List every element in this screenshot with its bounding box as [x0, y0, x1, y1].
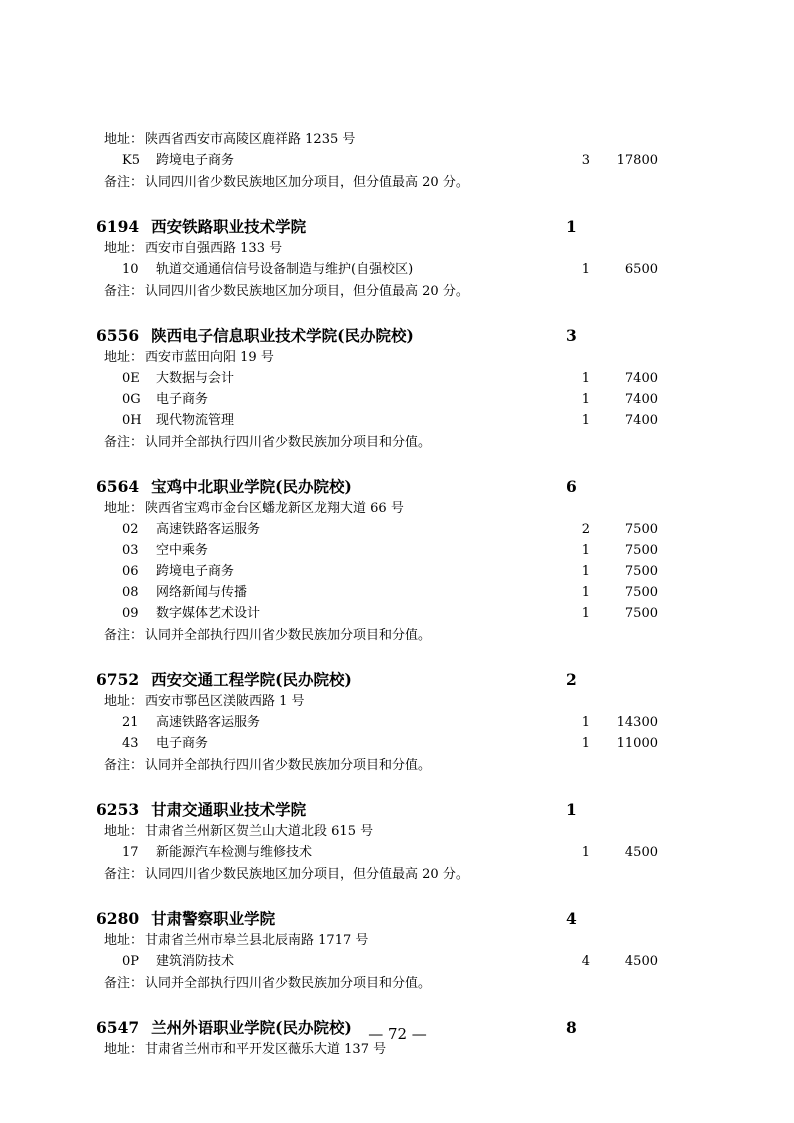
- address-value: 甘肃省兰州市皋兰县北辰南路 1717 号: [145, 933, 369, 948]
- major-count: 2: [581, 522, 590, 537]
- school-address: [96, 499, 698, 519]
- major-code: 17: [122, 845, 139, 860]
- major-fee: 14300: [616, 715, 658, 730]
- major-fee: 6500: [624, 262, 658, 277]
- school-code: 6253: [96, 800, 140, 819]
- page-number: — 72 —: [368, 1025, 427, 1043]
- school-name: 西安铁路职业技术学院: [151, 217, 307, 236]
- major-code: 06: [122, 564, 139, 579]
- major-row: [96, 540, 698, 561]
- major-count: 4: [581, 954, 590, 969]
- school-note: [96, 864, 698, 885]
- major-code: 0P: [122, 954, 140, 969]
- major-fee: 7500: [624, 564, 658, 579]
- address-value: 西安市蓝田向阳 19 号: [145, 350, 274, 365]
- school-address: [96, 348, 698, 368]
- address-value: 陕西省西安市高陵区鹿祥路 1235 号: [145, 132, 356, 147]
- school-plan-count: 3: [566, 326, 577, 345]
- school-heading: [96, 324, 698, 348]
- school-code: 6564: [96, 477, 140, 496]
- school-plan-count: 4: [566, 909, 577, 928]
- major-count: 1: [581, 543, 590, 558]
- major-fee: 7500: [624, 585, 658, 600]
- note-label: 备注：: [104, 284, 144, 299]
- address-label: 地址：: [104, 694, 144, 709]
- note-label: 备注：: [104, 175, 144, 190]
- major-fee: 7500: [624, 522, 658, 537]
- address-label: 地址：: [104, 933, 144, 948]
- major-row: [96, 389, 698, 410]
- school-block: [96, 798, 698, 885]
- major-count: 1: [581, 585, 590, 600]
- school-code: 6556: [96, 326, 140, 345]
- note-value: 认同并全部执行四川省少数民族加分项目和分值。: [145, 976, 432, 991]
- note-label: 备注：: [104, 758, 144, 773]
- school-plan-count: 1: [566, 217, 577, 236]
- major-count: 1: [581, 715, 590, 730]
- school-plan-count: 6: [566, 477, 577, 496]
- major-name: 建筑消防技术: [156, 954, 235, 969]
- school-heading: [96, 907, 698, 931]
- major-row: [96, 150, 698, 171]
- address-value: 西安市自强西路 133 号: [145, 241, 283, 256]
- major-fee: 4500: [624, 845, 658, 860]
- major-fee: 7400: [624, 413, 658, 428]
- major-count: 1: [581, 262, 590, 277]
- major-row: [96, 951, 698, 972]
- school-block: [96, 324, 698, 453]
- school-heading: [96, 668, 698, 692]
- major-name: 轨道交通通信信号设备制造与维护(自强校区): [156, 262, 414, 277]
- major-code: K5: [122, 153, 140, 168]
- major-name: 新能源汽车检测与维修技术: [156, 845, 313, 860]
- school-note: [96, 281, 698, 302]
- major-count: 1: [581, 845, 590, 860]
- school-plan-count: 8: [566, 1018, 577, 1037]
- major-code: 03: [122, 543, 139, 558]
- major-name: 空中乘务: [156, 543, 209, 558]
- major-fee: 11000: [616, 736, 658, 751]
- school-name: 兰州外语职业学院(民办院校): [151, 1018, 352, 1037]
- major-count: 1: [581, 413, 590, 428]
- school-block: [96, 668, 698, 776]
- address-value: 甘肃省兰州市和平开发区薇乐大道 137 号: [145, 1042, 387, 1057]
- major-name: 电子商务: [156, 736, 209, 751]
- school-code: 6194: [96, 217, 140, 236]
- note-value: 认同并全部执行四川省少数民族加分项目和分值。: [145, 628, 432, 643]
- major-code: 08: [122, 585, 139, 600]
- major-name: 高速铁路客运服务: [156, 522, 261, 537]
- major-count: 1: [581, 606, 590, 621]
- note-value: 认同并全部执行四川省少数民族加分项目和分值。: [145, 435, 432, 450]
- major-row: [96, 519, 698, 540]
- school-address: [96, 1040, 698, 1060]
- address-value: 西安市鄠邑区渼陂西路 1 号: [145, 694, 305, 709]
- address-label: 地址：: [104, 132, 144, 147]
- address-value: 甘肃省兰州新区贺兰山大道北段 615 号: [145, 824, 374, 839]
- major-name: 高速铁路客运服务: [156, 715, 261, 730]
- major-name: 数字媒体艺术设计: [156, 606, 261, 621]
- school-heading: [96, 215, 698, 239]
- school-address: [96, 822, 698, 842]
- major-code: 0G: [122, 392, 141, 407]
- note-label: 备注：: [104, 628, 144, 643]
- major-count: 1: [581, 371, 590, 386]
- major-row: [96, 603, 698, 624]
- major-count: 1: [581, 392, 590, 407]
- major-row: [96, 561, 698, 582]
- note-value: 认同四川省少数民族地区加分项目，但分值最高 20 分。: [145, 867, 469, 882]
- major-count: 1: [581, 736, 590, 751]
- major-row: [96, 368, 698, 389]
- major-name: 电子商务: [156, 392, 209, 407]
- page-footer: [0, 1025, 794, 1043]
- major-fee: 7400: [624, 371, 658, 386]
- major-name: 网络新闻与传播: [156, 585, 248, 600]
- major-row: [96, 842, 698, 863]
- major-count: 1: [581, 564, 590, 579]
- note-label: 备注：: [104, 976, 144, 991]
- school-note: [96, 432, 698, 453]
- school-address: [96, 239, 698, 259]
- school-block: [96, 475, 698, 646]
- school-block: [96, 907, 698, 994]
- major-code: 0E: [122, 371, 140, 386]
- major-row: [96, 259, 698, 280]
- school-name: 甘肃警察职业学院: [151, 909, 276, 928]
- plan-listing: [96, 130, 698, 1060]
- school-note: [96, 755, 698, 776]
- note-label: 备注：: [104, 867, 144, 882]
- school-code: 6547: [96, 1018, 140, 1037]
- major-fee: 7500: [624, 543, 658, 558]
- school-name: 西安交通工程学院(民办院校): [151, 670, 352, 689]
- school-heading: [96, 475, 698, 499]
- school-block: [96, 215, 698, 302]
- major-code: 10: [122, 262, 139, 277]
- major-code: 02: [122, 522, 139, 537]
- major-code: 0H: [122, 413, 142, 428]
- major-name: 跨境电子商务: [156, 564, 235, 579]
- school-name: 宝鸡中北职业学院(民办院校): [151, 477, 352, 496]
- note-value: 认同并全部执行四川省少数民族加分项目和分值。: [145, 758, 432, 773]
- school-name: 甘肃交通职业技术学院: [151, 800, 307, 819]
- note-value: 认同四川省少数民族地区加分项目，但分值最高 20 分。: [145, 175, 469, 190]
- major-name: 跨境电子商务: [156, 153, 235, 168]
- address-label: 地址：: [104, 241, 144, 256]
- major-row: [96, 712, 698, 733]
- major-name: 现代物流管理: [156, 413, 235, 428]
- address-label: 地址：: [104, 501, 144, 516]
- major-code: 21: [122, 715, 139, 730]
- major-count: 3: [581, 153, 590, 168]
- school-note: [96, 625, 698, 646]
- continued-school-block: [96, 130, 698, 193]
- school-name: 陕西电子信息职业技术学院(民办院校): [151, 326, 414, 345]
- major-fee: 7500: [624, 606, 658, 621]
- school-code: 6752: [96, 670, 140, 689]
- school-plan-count: 1: [566, 800, 577, 819]
- school-note: [96, 172, 698, 193]
- school-code: 6280: [96, 909, 140, 928]
- address-label: 地址：: [104, 824, 144, 839]
- school-heading: [96, 798, 698, 822]
- major-row: [96, 733, 698, 754]
- major-row: [96, 582, 698, 603]
- school-address: [96, 931, 698, 951]
- note-value: 认同四川省少数民族地区加分项目，但分值最高 20 分。: [145, 284, 469, 299]
- major-row: [96, 410, 698, 431]
- major-fee: 4500: [624, 954, 658, 969]
- major-code: 09: [122, 606, 139, 621]
- address-value: 陕西省宝鸡市金台区蟠龙新区龙翔大道 66 号: [145, 501, 404, 516]
- school-address: [96, 692, 698, 712]
- major-name: 大数据与会计: [156, 371, 235, 386]
- note-label: 备注：: [104, 435, 144, 450]
- major-code: 43: [122, 736, 139, 751]
- address-label: 地址：: [104, 350, 144, 365]
- major-fee: 7400: [624, 392, 658, 407]
- address-label: 地址：: [104, 1042, 144, 1057]
- school-plan-count: 2: [566, 670, 577, 689]
- school-address: [96, 130, 698, 150]
- major-fee: 17800: [616, 153, 658, 168]
- school-note: [96, 973, 698, 994]
